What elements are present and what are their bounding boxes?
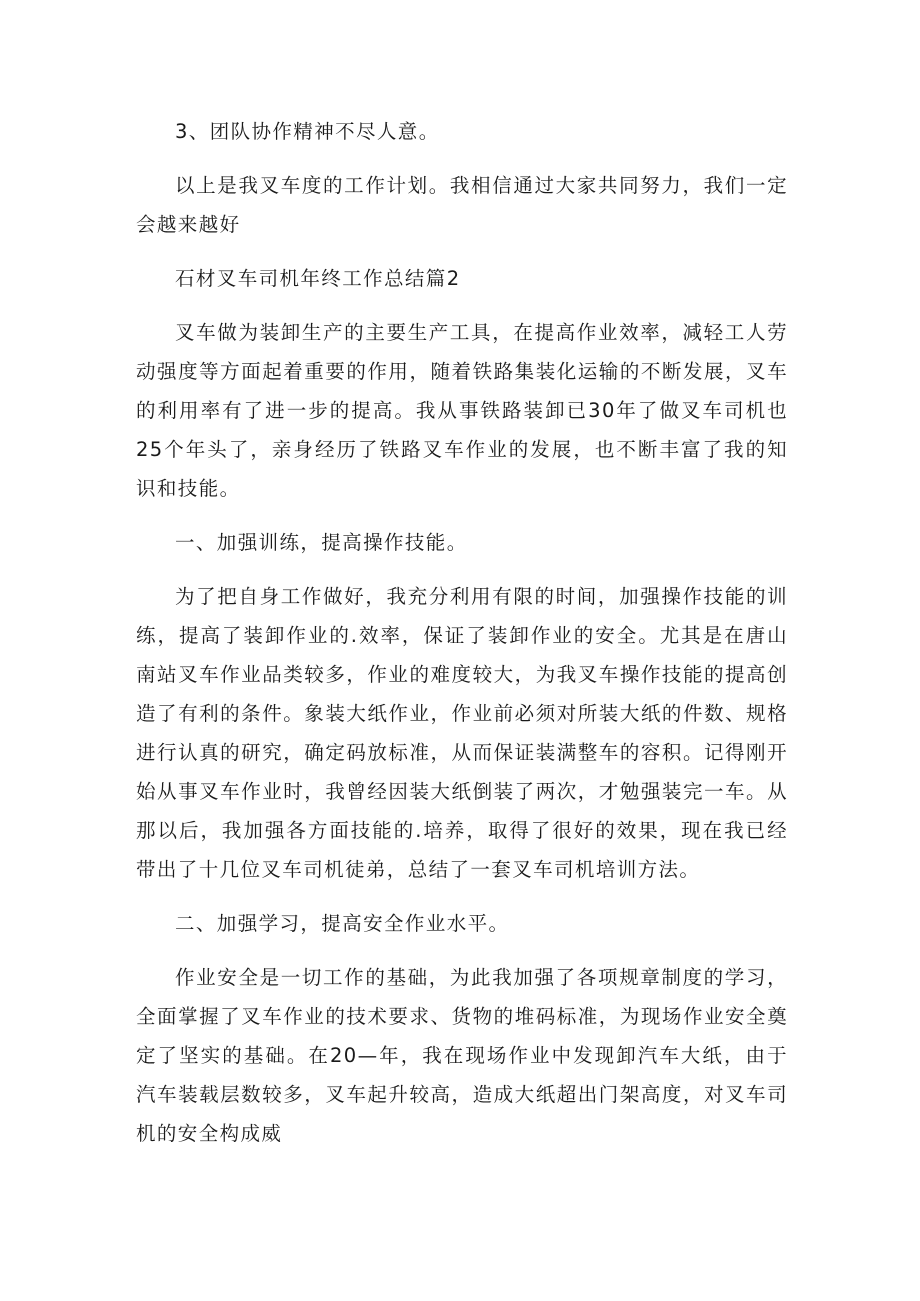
heading-training: 一、加强训练，提高操作技能。 [175, 531, 468, 554]
list-item-3: 3、团队协作精神不尽人意。 [175, 120, 440, 143]
training-paragraph: 为了把自身工作做好，我充分利用有限的时间，加强操作技能的训练，提高了装卸作业的.效率，保证了装卸作业的安全。尤其是在唐山南站叉车作业品类较多，作业的难度较大，为我叉车操作技能的提高创造了有利的条件。象装大纸作业，作业前必须对所装大纸的件数、规格进行认真的研究，确定码放标准，从而保证装满整车的容积。记得刚开始从事叉车作业时，我曾经因装大纸倒装了两次，才勉强装完一车。从那以后，我加强各方面技能的.培养，取得了很好的效果，现在我已经带出了十几位叉车司机徒弟，总结了一套叉车司机培训方法。 [136, 585, 788, 881]
intro-paragraph: 叉车做为装卸生产的主要生产工具，在提高作业效率，减轻工人劳动强度等方面起着重要的作用，随着铁路集装化运输的不断发展，叉车的利用率有了进一步的提高。我从事铁路装卸已30年了做叉车司机也25个年头了，亲身经历了铁路叉车作业的发展，也不断丰富了我的知识和技能。 [136, 321, 788, 500]
document-page [136, 112, 788, 1153]
safety-paragraph: 作业安全是一切工作的基础，为此我加强了各项规章制度的学习，全面掌握了叉车作业的技术要求、货物的堆码标准，为现场作业安全奠定了坚实的基础。在20—年，我在现场作业中发现卸汽车大纸，由于汽车装载层数较多，叉车起升较高，造成大纸超出门架高度，对叉车司机的安全构成威 [136, 966, 788, 1145]
section-title: 石材叉车司机年终工作总结篇2 [175, 267, 461, 290]
closing-paragraph: 以上是我叉车度的工作计划。我相信通过大家共同努力，我们一定会越来越好 [136, 174, 788, 236]
heading-safety: 二、加强学习，提高安全作业水平。 [175, 912, 510, 935]
